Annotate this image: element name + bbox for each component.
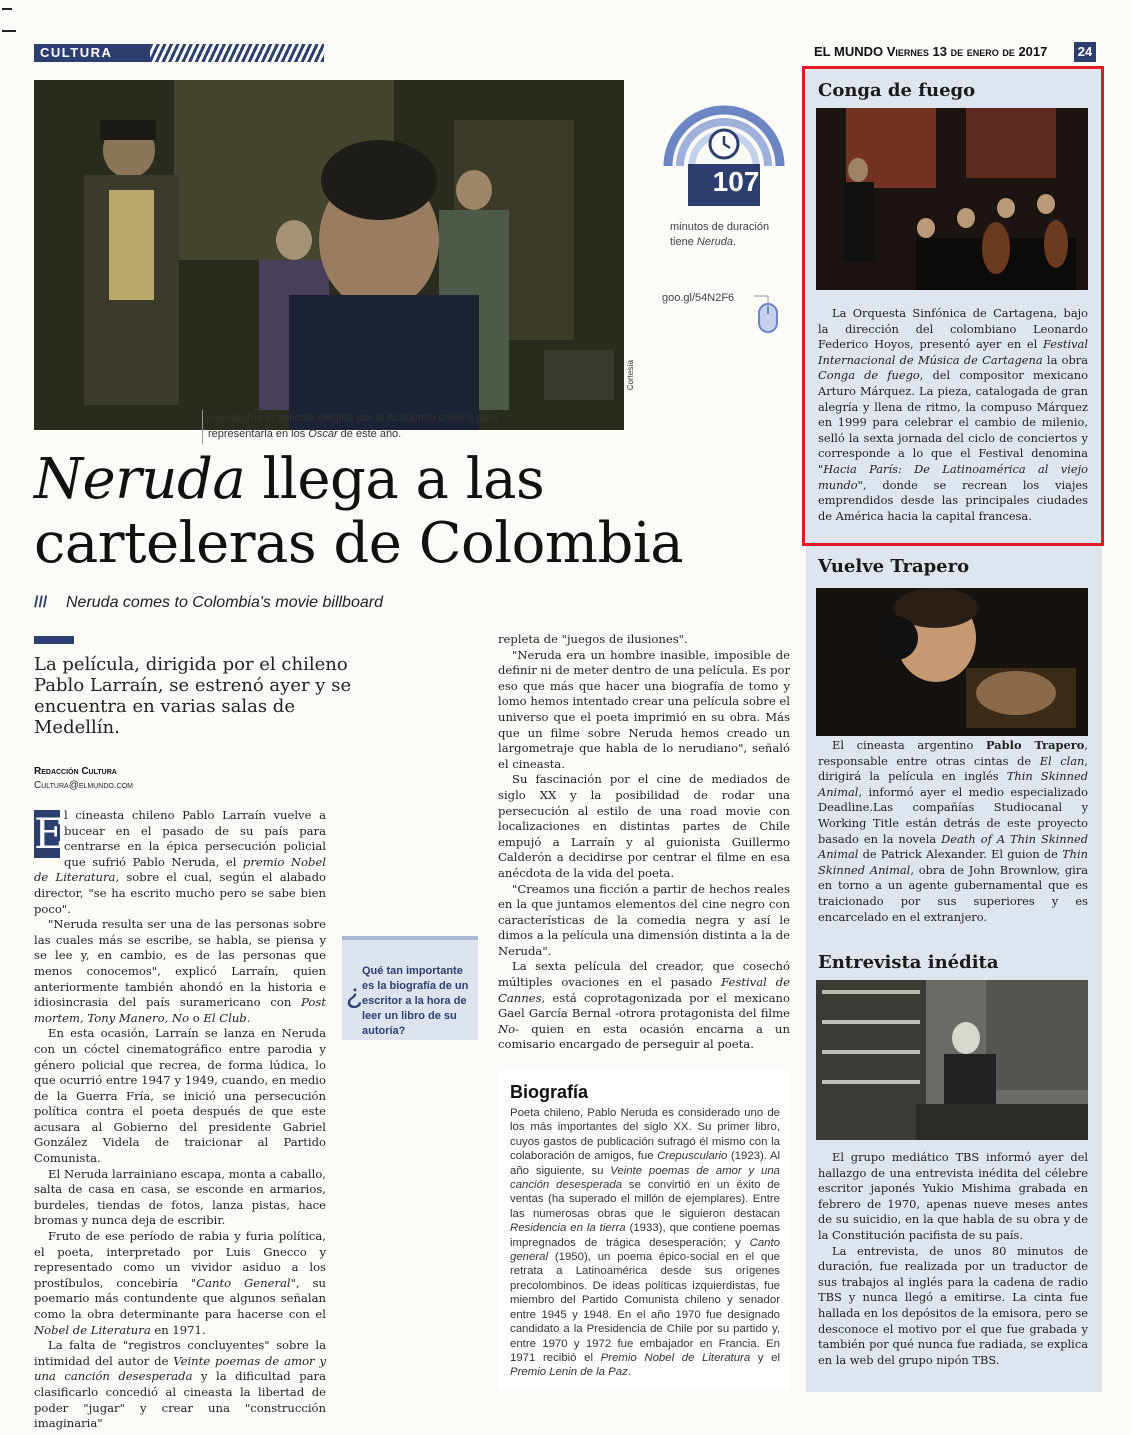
biography-text [510, 1106, 780, 1380]
side-paragraph: El grupo mediático TBS informó ayer del hallazgo de una entrevista inédita del célebre escritor japonés Yukio Mishima grabada en febrero de 1970, apenas nueve meses antes de su suicidio, en la que habla de su obra y de la Constitución pacifista de su país. [818, 1150, 1088, 1242]
side-paragraph: La entrevista, de unos 80 minutos de duración, fue realizada por un traductor de sus trabajos al inglés para la cadena de radio TBS y nunca llegó a emitirse. La cinta fue hallada en los depósitos de la emisora, pero se desconoce el motivo por el que fue grabada y también por qué nunca fue radiada, se explica en la web del grupo nipón TBS. [818, 1243, 1088, 1367]
text-bold: Pablo Trapero [986, 738, 1085, 752]
trapero-illustration [816, 588, 1088, 736]
text: (1923). Al año siguiente, su [510, 1150, 780, 1177]
dropcap: E [34, 809, 65, 858]
lead-paragraph: La película, dirigida por el chileno Pablo Larraín, se estrenó ayer y se encuentra en varias salas de Medellín. [34, 654, 352, 738]
body-paragraph: "Neruda era un hombre inasible, imposible de definir ni de meter dentro de una película. Es por eso que más que hacer una biografía de tomo y lomo hemos intentado crear una película sobre el universo que el poeta imprimió en su obra. Más que un filme sobre Neruda hemos creado un largometraje que habla de lo nerudiano", señaló el cineasta. [498, 647, 790, 771]
text: en 1971. [150, 1322, 206, 1337]
trapero-text [818, 738, 1088, 925]
text-italic: Death of A Thin Skinned Animal [818, 831, 1088, 862]
body-paragraph: El Neruda larrainiano escapa, monta a caballo, salta de casa en casa, se esconde en armarios, burdeles, tiendas de fotos, lanza pistas, hace bromas y nunca deja de escribir. [34, 1166, 326, 1228]
text: , informó ayer el medio especializado Deadline.Las compañías Studiocanal y Working Title están detrás de este proyecto basado en la novela [818, 784, 1088, 846]
headline-rest: llega a las carteleras de Colombia [34, 447, 684, 576]
minutes-number: 107 [712, 166, 760, 197]
body-paragraph [34, 1229, 326, 1338]
text: y la dificultad para clasificarlo concedió al cineasta la libertad de poder "jugar" y crear una "construcción imaginaria" [34, 1369, 326, 1431]
main-photo [34, 80, 624, 430]
text: La falta de "registros concluyentes" sobre la intimidad del autor de [34, 1338, 326, 1368]
text-italic: No [498, 1021, 516, 1036]
body-paragraph [34, 1338, 326, 1432]
question-text: Qué tan importante es la biografía de un escritor a la hora de leer un libro de su autoría? [362, 965, 469, 1037]
text-italic: Premio Lenin de la Paz [510, 1366, 628, 1379]
masthead [814, 44, 1047, 59]
text-italic: Festival Internacional de Música de Cartagena [818, 337, 1088, 367]
text: , su poemario más contundente que algunos señalan como la obra determinante para hacerse con el [34, 1275, 326, 1321]
text: "Neruda resulta ser una de las personas sobre las cuales más se escribe, se habla, se piensa y se lee y, en cambio, es de las personas que menos conocemos", explicó Larraín, quien anteriormente también ahondó en la historia e idiosincrasia del país suramericano con [34, 917, 326, 1010]
mishima-photo [816, 980, 1088, 1140]
entrevista-text [818, 1150, 1088, 1368]
text: (1950), un poema épico-social en el que retrata a Latinoamérica desde sus orígenes precolombinos. De ideas políticas izquierdistas, fue miembro del Partido Comunista chileno y senador entre 1945 y 1948. En el año 1970 fue designado candidato a la Presidencia de Chile por su partido y, entre 1970 y 1972 fue embajador en Francia. En 1971 recibió el [510, 1251, 780, 1364]
text-italic: premio Nobel de Literatura, [34, 854, 326, 885]
text: , obra de John Brownlow, gira en torno a un agente gubernamental que es traicionado por sus superiores y es encarcelado en el extranjero. [818, 862, 1088, 924]
text: . [627, 1366, 631, 1379]
text-italic: Festival de Cannes [498, 975, 790, 1005]
biography-title: Biografía [510, 1082, 589, 1102]
text: o [189, 1010, 204, 1025]
issue-date: Viernes 13 de enero de 2017 [886, 44, 1048, 59]
text: , del compositor mexicano Arturo Márquez. La pieza, catalogada de gran alegría y llena de ritmo, la compuso Márquez en 1999 para celebrar el cambio de milenio, selló la sexta jornada del ciclo de conciertos y corresponde a lo que el Festival denomina [818, 368, 1088, 461]
minutes-text: minutos de duración tiene [670, 221, 770, 248]
body-paragraph [498, 959, 790, 1053]
side-paragraph [818, 738, 1088, 925]
caption-rule [202, 410, 203, 444]
text-italic: "Canto General" [190, 1275, 296, 1290]
text-italic: El Club [203, 1010, 247, 1025]
text-italic: Residencia en la tierra [510, 1222, 626, 1235]
text: - quien en esta ocasión encarna a un comisario encargado de perseguir al poeta. [498, 1021, 790, 1052]
minutes-film-title: Neruda [696, 236, 733, 248]
conga-title: Conga de fuego [818, 80, 976, 101]
section-stripes [150, 44, 324, 62]
text: El cineasta argentino [832, 738, 987, 752]
text: , donde se recrean los viajes emprendidos desde las principales ciudades de América hacia la capital francesa. [818, 477, 1088, 523]
photo-caption [208, 410, 528, 442]
body-paragraph: Su fascinación por el cine de mediados de siglo XX y la posibilidad de rodar una persecución al estilo de una road movie con localizaciones en distintas partes de Chile empujó a Larraín y al guionista Guillermo Calderón a decidirse por centrar el filme en esa anécdota de la vida del poeta. [498, 772, 790, 880]
text: sobre el cual, según el alabado director, "se ha escrito mucho pero se sabe bien poco". [34, 870, 326, 916]
text: l cineasta chileno Pablo Larraín vuelve a bucear en el pasado de su país para centrarse en la épica persecución policial que sufrió Pablo Neruda, el [64, 808, 326, 869]
body-paragraph [34, 917, 326, 1026]
crop-mark [2, 8, 12, 10]
caption-part: de este año. [337, 428, 402, 440]
byline-email[interactable]: Cultura@elmundo.com [34, 780, 133, 791]
body-paragraph: "Creamos una ficción a partir de hechos reales en la que juntamos elementos del cine negro con características de la comedia negra y así le dimos a la película una dimensión distinta a la de Neruda". [498, 881, 790, 958]
minutes-description [670, 220, 780, 250]
text-italic: El clan [1039, 753, 1085, 768]
body-paragraph: En esta ocasión, Larraín se lanza en Neruda con un cóctel cinematográfico entre parodia y género policial que recrea, de forma lúdica, lo que ocurrió entre 1947 y 1949, cuando, en medio de la Guerra Fría, se inició una persecución política contra el poeta después de que este acusara al Gobierno del presidente Gabriel González Videla de traicionar al Partido Comunista. [34, 1026, 326, 1166]
lead-bar [34, 636, 74, 644]
text: . [246, 1010, 251, 1025]
text-italic: Post mortem, Tony Manero, No [34, 995, 326, 1025]
caption-part: fue la película elegida por la Academia chilena para representarla en los [208, 412, 499, 440]
body-paragraph [34, 808, 326, 917]
subhead-slashes: /// [34, 594, 48, 611]
text-italic: Thin Skinned Animal [818, 847, 1088, 877]
entrevista-title: Entrevista inédita [818, 952, 999, 973]
text: Fruto de ese período de rabia y furia política, el poeta, interpretado por Luis Gnecco y representado como un vividor asiduo a los prostíbulos, concebiría [34, 1229, 326, 1290]
highlight-box [802, 66, 1104, 546]
trapero-title: Vuelve Trapero [818, 556, 970, 577]
article-column-1 [34, 808, 326, 1432]
minutes-text-end: . [733, 236, 737, 248]
text: , dirigirá la película en inglés [818, 753, 1088, 784]
text: La sexta película del creador, que cosechó múltiples ovaciones en el pasado [498, 959, 790, 990]
mouse-icon [754, 288, 784, 334]
text-italic: Veinte poemas de amor y una canción desesperada [510, 1164, 780, 1192]
text-italic: Canto general [510, 1236, 780, 1264]
film-still-illustration [34, 80, 624, 430]
text-italic: Nobel de Literatura [34, 1322, 151, 1337]
text: de Patrick Alexander. El guion de [858, 847, 1063, 862]
crop-mark [2, 30, 16, 32]
photo-credit: Cortesía [626, 360, 635, 391]
text-italic: Premio Nobel de Literatura [600, 1351, 751, 1364]
text-italic: Thin Skinned Animal [818, 769, 1088, 799]
text-italic: Conga de fuego [818, 368, 920, 383]
section-label: CULTURA [40, 45, 113, 60]
caption-title: Neruda [208, 412, 245, 424]
text: , responsable entre otras cintas de [818, 738, 1088, 768]
byline: Redacción Cultura [34, 766, 117, 777]
text: , está coprotagonizada por el mexicano Gael García Bernal -otrora protagonista del filme [498, 990, 790, 1021]
body-paragraph: repleta de "juegos de ilusiones". [498, 632, 688, 646]
question-mark-icon: ¿ [346, 978, 364, 1009]
page-number: 24 [1074, 42, 1096, 62]
subhead: Neruda comes to Colombia's movie billboard [66, 594, 383, 611]
library-illustration [816, 980, 1088, 1140]
text: la obra [1042, 352, 1089, 367]
short-link[interactable]: goo.gl/54N2F6 [662, 292, 735, 304]
paper-name: EL MUNDO [814, 44, 884, 59]
text: se convirtió en un éxito de ventas (ha superado el millón de ejemplares). Entre las numerosas obras que le siguieron destacan [510, 1179, 780, 1220]
text: y el [750, 1351, 780, 1364]
trapero-photo [816, 588, 1088, 736]
headline-italic: Neruda [34, 447, 246, 512]
text: (1933), que contiene poemas impregnados de trágica desesperación; y [510, 1222, 781, 1249]
article-column-2 [498, 632, 790, 1053]
text-italic: Crepusculario [657, 1150, 728, 1163]
text: La Orquesta Sinfónica de Cartagena, bajo la dirección del colombiano Leonardo Federico Hoyos, presentó ayer en el [818, 306, 1088, 352]
text-italic: Veinte poemas de amor y una canción desesperada [34, 1353, 326, 1384]
headline [34, 448, 784, 576]
text-italic: "Hacia París: De Latinoamérica al viejo mundo" [818, 461, 1088, 492]
text: Poeta chileno, Pablo Neruda es considerado uno de los más importantes del siglo XX. Su primer libro, cuyos gastos de publicación sufragó él mismo con la colaboración de amigos, fue [510, 1107, 780, 1163]
caption-oscar: Oscar [308, 428, 338, 440]
